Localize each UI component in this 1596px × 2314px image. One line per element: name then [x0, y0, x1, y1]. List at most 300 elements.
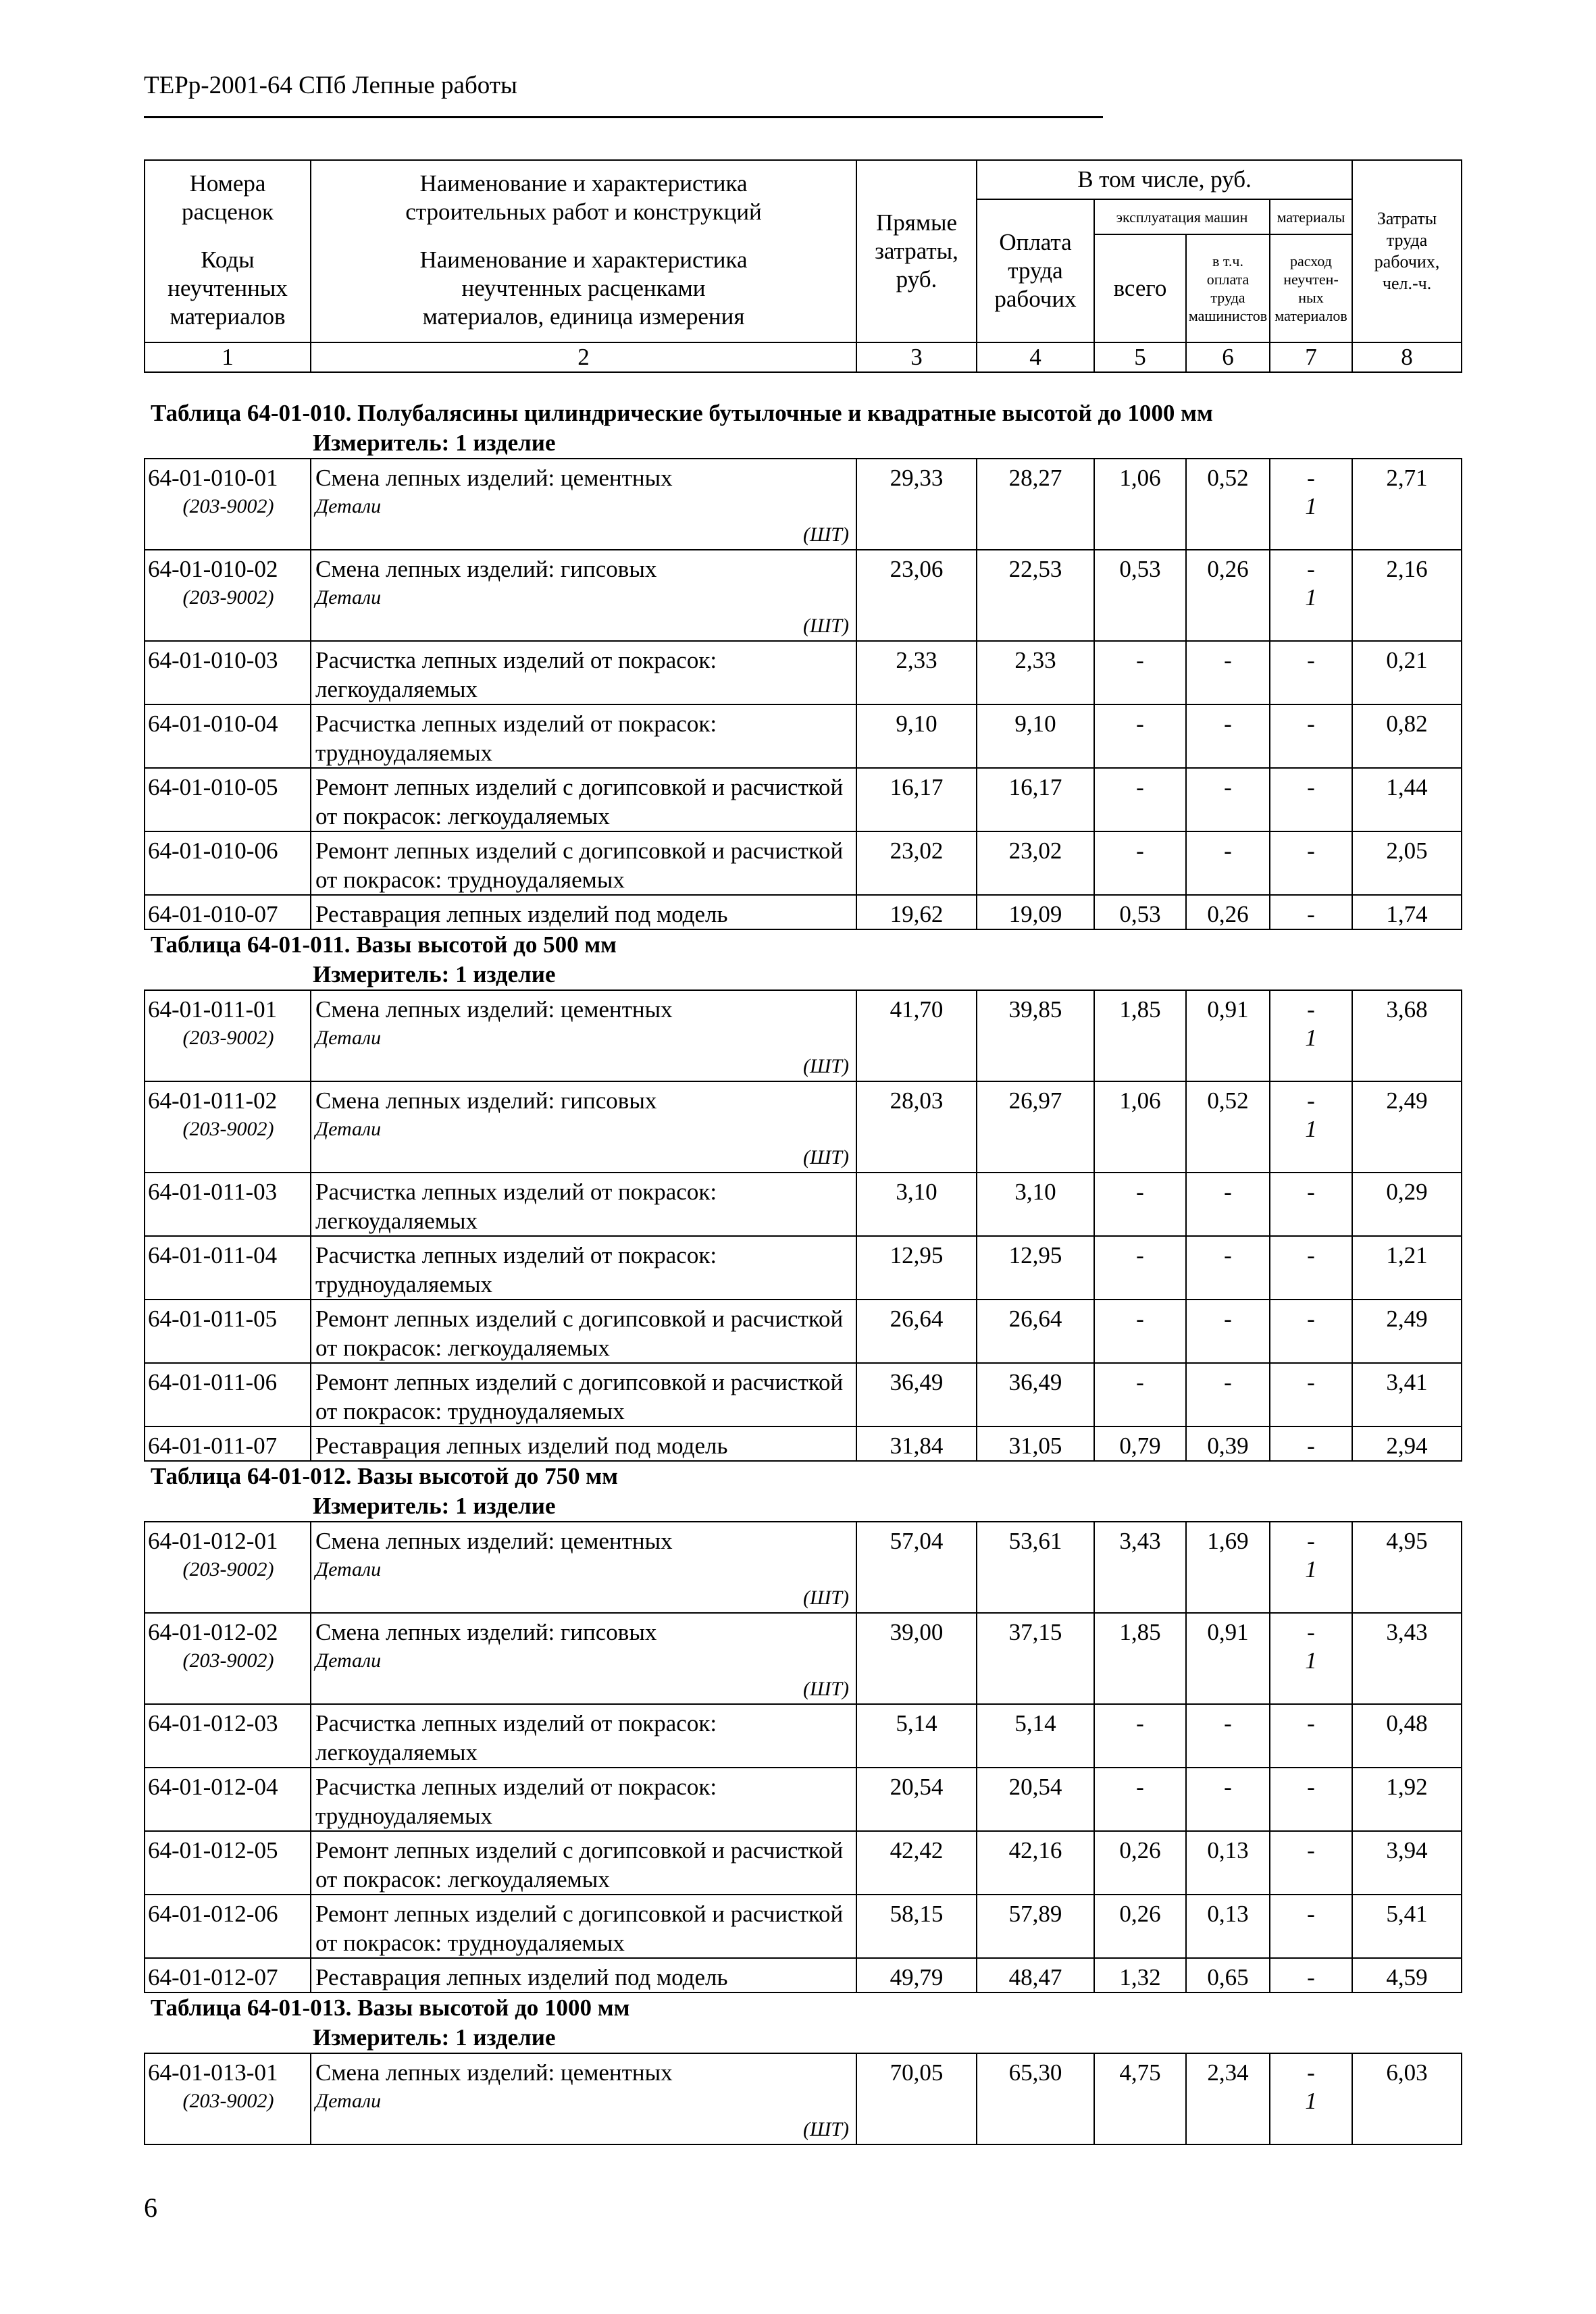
- labor-hours-cell: [1352, 1768, 1462, 1831]
- work-name-text: Ремонт лепных изделий с догипсовкой и расчисткой от покрасок: трудноудаляемых: [315, 1901, 844, 1956]
- labor-hours-cell: [1352, 1522, 1462, 1613]
- direct-cost-text: 49,79: [890, 1964, 944, 1990]
- section-unit: Измеритель: 1 изделие: [313, 1493, 556, 1519]
- machines-total-text: -: [1136, 838, 1144, 864]
- material-quantity: 1: [1305, 584, 1317, 611]
- rate-code-cell: [145, 1300, 311, 1363]
- materials-text: -: [1307, 465, 1315, 491]
- work-name-text: Смена лепных изделий: цементных: [315, 465, 673, 491]
- table-row: [145, 895, 1462, 929]
- machines-total-text: -: [1136, 1242, 1144, 1268]
- worker-pay-text: 3,10: [1014, 1179, 1056, 1205]
- document-title: ТЕРр-2001-64 СПб Лепные работы: [144, 72, 517, 99]
- materials-text: -: [1307, 1528, 1315, 1554]
- direct-cost-cell: [856, 895, 977, 929]
- work-name-text: Реставрация лепных изделий под модель: [315, 1964, 728, 1990]
- machines-total-text: 4,75: [1119, 2059, 1161, 2086]
- materials-cell: [1270, 895, 1352, 929]
- labor-hours-cell: [1352, 1173, 1462, 1236]
- machines-total-cell: [1094, 1704, 1186, 1768]
- header-rate-numbers: Номера расценок: [145, 160, 311, 234]
- section-title: Таблица 64-01-013. Вазы высотой до 1000 мм: [151, 1995, 630, 2021]
- materials-cell: [1270, 831, 1352, 895]
- material-name: Детали: [315, 495, 382, 517]
- materials-cell: [1270, 1958, 1352, 1992]
- header-work-name: Наименование и характеристика строительных работ и конструкций: [311, 160, 856, 234]
- machinist-pay-text: 0,13: [1207, 1901, 1249, 1927]
- direct-cost-cell: [856, 1768, 977, 1831]
- machines-total-cell: [1094, 2053, 1186, 2144]
- table-row: [145, 990, 1462, 1081]
- rate-code-text: 64-01-012-01: [148, 1528, 278, 1554]
- machinist-pay-text: -: [1224, 1369, 1232, 1395]
- labor-hours-cell: [1352, 550, 1462, 641]
- labor-hours-text: 2,71: [1386, 465, 1428, 491]
- material-name: Детали: [315, 1027, 382, 1049]
- section-title: Таблица 64-01-010. Полубалясины цилиндрические бутылочные и квадратные высотой до 1000 мм: [151, 400, 1213, 426]
- rate-table: [144, 989, 1462, 1462]
- table-row: [145, 1081, 1462, 1173]
- labor-hours-cell: [1352, 990, 1462, 1081]
- rate-code-text: 64-01-012-05: [148, 1837, 278, 1863]
- rate-table: [144, 2053, 1462, 2145]
- direct-cost-text: 16,17: [890, 774, 944, 800]
- section-unit: Измеритель: 1 изделие: [313, 430, 556, 456]
- materials-text: -: [1307, 1710, 1315, 1737]
- work-name-cell: [311, 1081, 856, 1173]
- work-name-cell: [311, 1768, 856, 1831]
- machines-total-text: 0,53: [1119, 901, 1161, 927]
- materials-text: -: [1307, 1901, 1315, 1927]
- header-col-num: 7: [1270, 342, 1352, 372]
- machinist-pay-text: 0,91: [1207, 996, 1249, 1023]
- machines-total-text: -: [1136, 1774, 1144, 1800]
- worker-pay-text: 36,49: [1008, 1369, 1062, 1395]
- work-name-text: Смена лепных изделий: цементных: [315, 996, 673, 1023]
- direct-cost-cell: [856, 1704, 977, 1768]
- material-code: (203-9002): [182, 1027, 274, 1049]
- worker-pay-text: 31,05: [1008, 1433, 1062, 1459]
- worker-pay-cell: [977, 1300, 1094, 1363]
- header-including: В том числе, руб.: [977, 160, 1352, 199]
- work-name-cell: [311, 2053, 856, 2144]
- machines-total-cell: [1094, 1300, 1186, 1363]
- materials-text: -: [1307, 1619, 1315, 1645]
- machinist-pay-text: 0,65: [1207, 1964, 1249, 1990]
- materials-cell: [1270, 990, 1352, 1081]
- table-row: [145, 704, 1462, 768]
- worker-pay-text: 53,61: [1008, 1528, 1062, 1554]
- work-name-text: Смена лепных изделий: гипсовых: [315, 1619, 657, 1645]
- direct-cost-cell: [856, 704, 977, 768]
- work-name-text: Расчистка лепных изделий от покрасок: трудноудаляемых: [315, 1242, 717, 1297]
- machinist-pay-text: 1,69: [1207, 1528, 1249, 1554]
- work-name-cell: [311, 1173, 856, 1236]
- machines-total-text: -: [1136, 1179, 1144, 1205]
- worker-pay-cell: [977, 1363, 1094, 1426]
- machines-total-cell: [1094, 831, 1186, 895]
- material-unit: (ШТ): [803, 615, 849, 637]
- direct-cost-cell: [856, 990, 977, 1081]
- work-name-text: Ремонт лепных изделий с догипсовкой и расчисткой от покрасок: легкоудаляемых: [315, 774, 844, 829]
- materials-text: -: [1307, 2059, 1315, 2086]
- rate-code-text: 64-01-010-06: [148, 838, 278, 864]
- material-name: Детали: [315, 1558, 382, 1580]
- materials-cell: [1270, 1363, 1352, 1426]
- table-row: [145, 2053, 1462, 2144]
- work-name-text: Ремонт лепных изделий с догипсовкой и расчисткой от покрасок: легкоудаляемых: [315, 1837, 844, 1893]
- materials-cell: [1270, 1522, 1352, 1613]
- work-name-cell: [311, 1522, 856, 1613]
- rate-code-cell: [145, 1768, 311, 1831]
- direct-cost-cell: [856, 1895, 977, 1958]
- direct-cost-text: 57,04: [890, 1528, 944, 1554]
- header-material-names: Наименование и характеристика неучтенных расценками материалов, единица измерения: [311, 234, 856, 342]
- header-col-num: 6: [1186, 342, 1270, 372]
- material-unit: (ШТ): [803, 1678, 849, 1700]
- direct-cost-cell: [856, 2053, 977, 2144]
- materials-text: -: [1307, 901, 1315, 927]
- work-name-text: Расчистка лепных изделий от покрасок: трудноудаляемых: [315, 1774, 717, 1829]
- work-name-cell: [311, 550, 856, 641]
- materials-text: -: [1307, 1087, 1315, 1114]
- worker-pay-cell: [977, 1426, 1094, 1461]
- labor-hours-text: 2,94: [1386, 1433, 1428, 1459]
- labor-hours-cell: [1352, 1300, 1462, 1363]
- materials-text: -: [1307, 1774, 1315, 1800]
- material-code: (203-9002): [182, 1118, 274, 1140]
- work-name-cell: [311, 1236, 856, 1300]
- direct-cost-cell: [856, 641, 977, 704]
- labor-hours-text: 2,49: [1386, 1306, 1428, 1332]
- labor-hours-cell: [1352, 1958, 1462, 1992]
- work-name-cell: [311, 1426, 856, 1461]
- worker-pay-cell: [977, 1831, 1094, 1895]
- machines-total-text: 1,06: [1119, 1087, 1161, 1114]
- work-name-text: Реставрация лепных изделий под модель: [315, 1433, 728, 1459]
- rate-code-cell: [145, 704, 311, 768]
- machinist-pay-text: -: [1224, 1242, 1232, 1268]
- direct-cost-text: 41,70: [890, 996, 944, 1023]
- direct-cost-text: 3,10: [896, 1179, 937, 1205]
- rate-code-text: 64-01-010-07: [148, 901, 278, 927]
- machinist-pay-cell: [1186, 768, 1270, 831]
- machines-total-cell: [1094, 768, 1186, 831]
- table-row: [145, 1300, 1462, 1363]
- material-code: (203-9002): [182, 1649, 274, 1672]
- work-name-cell: [311, 990, 856, 1081]
- machinist-pay-text: 0,13: [1207, 1837, 1249, 1863]
- labor-hours-cell: [1352, 831, 1462, 895]
- worker-pay-cell: [977, 1704, 1094, 1768]
- machines-total-cell: [1094, 1363, 1186, 1426]
- direct-cost-text: 5,14: [896, 1710, 937, 1737]
- rate-table: [144, 458, 1462, 930]
- labor-hours-text: 6,03: [1386, 2059, 1428, 2086]
- direct-cost-cell: [856, 1958, 977, 1992]
- machinist-pay-cell: [1186, 704, 1270, 768]
- table-row: [145, 831, 1462, 895]
- worker-pay-cell: [977, 895, 1094, 929]
- header-col-num: 1: [145, 342, 311, 372]
- direct-cost-cell: [856, 1081, 977, 1173]
- direct-cost-cell: [856, 1522, 977, 1613]
- worker-pay-cell: [977, 768, 1094, 831]
- machinist-pay-cell: [1186, 1704, 1270, 1768]
- rate-code-text: 64-01-011-07: [148, 1433, 278, 1459]
- rate-code-cell: [145, 1363, 311, 1426]
- worker-pay-cell: [977, 1236, 1094, 1300]
- machinist-pay-text: -: [1224, 774, 1232, 800]
- rate-code-text: 64-01-010-02: [148, 556, 278, 582]
- header-unaccounted-materials: расход неучтен- ных материалов: [1270, 234, 1352, 342]
- rate-code-cell: [145, 1522, 311, 1613]
- labor-hours-text: 0,29: [1386, 1179, 1428, 1205]
- work-name-cell: [311, 1831, 856, 1895]
- machines-total-cell: [1094, 550, 1186, 641]
- worker-pay-text: 37,15: [1008, 1619, 1062, 1645]
- rate-code-cell: [145, 641, 311, 704]
- material-quantity: 1: [1305, 1025, 1317, 1051]
- direct-cost-text: 31,84: [890, 1433, 944, 1459]
- direct-cost-text: 36,49: [890, 1369, 944, 1395]
- work-name-cell: [311, 768, 856, 831]
- worker-pay-text: 28,27: [1008, 465, 1062, 491]
- labor-hours-text: 5,41: [1386, 1901, 1428, 1927]
- worker-pay-text: 12,95: [1008, 1242, 1062, 1268]
- machines-total-cell: [1094, 459, 1186, 550]
- work-name-cell: [311, 831, 856, 895]
- direct-cost-text: 23,02: [890, 838, 944, 864]
- material-unit: (ШТ): [803, 2118, 849, 2140]
- section-title: Таблица 64-01-012. Вазы высотой до 750 мм: [151, 1463, 618, 1489]
- materials-text: -: [1307, 1964, 1315, 1990]
- labor-hours-cell: [1352, 768, 1462, 831]
- labor-hours-cell: [1352, 1704, 1462, 1768]
- machinist-pay-cell: [1186, 1426, 1270, 1461]
- work-name-cell: [311, 1363, 856, 1426]
- machines-total-cell: [1094, 1173, 1186, 1236]
- machines-total-text: 1,06: [1119, 465, 1161, 491]
- material-name: Детали: [315, 586, 382, 609]
- machinist-pay-text: 0,52: [1207, 465, 1249, 491]
- direct-cost-cell: [856, 831, 977, 895]
- materials-cell: [1270, 1426, 1352, 1461]
- machines-total-text: -: [1136, 1306, 1144, 1332]
- labor-hours-cell: [1352, 1895, 1462, 1958]
- machinist-pay-text: -: [1224, 1774, 1232, 1800]
- rate-code-cell: [145, 1426, 311, 1461]
- direct-cost-text: 26,64: [890, 1306, 944, 1332]
- labor-hours-text: 2,05: [1386, 838, 1428, 864]
- table-row: [145, 1426, 1462, 1461]
- page-number: 6: [144, 2192, 157, 2223]
- rate-code-cell: [145, 1831, 311, 1895]
- machines-total-text: -: [1136, 774, 1144, 800]
- machines-total-text: 1,85: [1119, 996, 1161, 1023]
- direct-cost-cell: [856, 1300, 977, 1363]
- machinist-pay-cell: [1186, 1768, 1270, 1831]
- machines-total-cell: [1094, 1958, 1186, 1992]
- machines-total-cell: [1094, 1522, 1186, 1613]
- rate-code-text: 64-01-012-04: [148, 1774, 278, 1800]
- table-row: [145, 1895, 1462, 1958]
- direct-cost-text: 58,15: [890, 1901, 944, 1927]
- materials-cell: [1270, 1704, 1352, 1768]
- machinist-pay-text: -: [1224, 1179, 1232, 1205]
- worker-pay-cell: [977, 704, 1094, 768]
- materials-text: -: [1307, 1433, 1315, 1459]
- machines-total-cell: [1094, 1895, 1186, 1958]
- materials-cell: [1270, 1768, 1352, 1831]
- machinist-pay-cell: [1186, 1236, 1270, 1300]
- work-name-cell: [311, 641, 856, 704]
- labor-hours-text: 4,59: [1386, 1964, 1428, 1990]
- rate-code-text: 64-01-012-02: [148, 1619, 278, 1645]
- material-unit: (ШТ): [803, 1055, 849, 1077]
- work-name-text: Смена лепных изделий: гипсовых: [315, 1087, 657, 1114]
- machinist-pay-cell: [1186, 1300, 1270, 1363]
- direct-cost-cell: [856, 1363, 977, 1426]
- work-name-cell: [311, 1613, 856, 1704]
- work-name-cell: [311, 1300, 856, 1363]
- machines-total-text: 3,43: [1119, 1528, 1161, 1554]
- material-quantity: 1: [1305, 2088, 1317, 2114]
- material-unit: (ШТ): [803, 1587, 849, 1609]
- table-row: [145, 1522, 1462, 1613]
- machinist-pay-cell: [1186, 831, 1270, 895]
- header-col-num: 3: [856, 342, 977, 372]
- direct-cost-cell: [856, 1426, 977, 1461]
- header-col-num: 2: [311, 342, 856, 372]
- section-unit: Измеритель: 1 изделие: [313, 2024, 556, 2051]
- direct-cost-text: 70,05: [890, 2059, 944, 2086]
- worker-pay-text: 26,64: [1008, 1306, 1062, 1332]
- machines-total-text: -: [1136, 1369, 1144, 1395]
- labor-hours-cell: [1352, 1363, 1462, 1426]
- labor-hours-text: 1,92: [1386, 1774, 1428, 1800]
- materials-cell: [1270, 1895, 1352, 1958]
- work-name-cell: [311, 459, 856, 550]
- machinist-pay-cell: [1186, 1958, 1270, 1992]
- materials-cell: [1270, 1173, 1352, 1236]
- rate-code-text: 64-01-013-01: [148, 2059, 278, 2086]
- labor-hours-cell: [1352, 1613, 1462, 1704]
- material-code: (203-9002): [182, 586, 274, 609]
- header-machines-total: всего: [1094, 234, 1186, 342]
- rate-code-cell: [145, 1236, 311, 1300]
- labor-hours-cell: [1352, 704, 1462, 768]
- rate-code-text: 64-01-010-01: [148, 465, 278, 491]
- machinist-pay-text: -: [1224, 838, 1232, 864]
- header-worker-pay: Оплата труда рабочих: [977, 199, 1094, 342]
- machines-total-cell: [1094, 1768, 1186, 1831]
- machinist-pay-text: 0,26: [1207, 901, 1249, 927]
- worker-pay-cell: [977, 1081, 1094, 1173]
- rate-code-cell: [145, 550, 311, 641]
- materials-cell: [1270, 1236, 1352, 1300]
- rate-tables: [144, 398, 1461, 2145]
- title-underline: [144, 116, 1103, 118]
- material-name: Детали: [315, 1649, 382, 1672]
- table-row: [145, 459, 1462, 550]
- labor-hours-cell: [1352, 1426, 1462, 1461]
- machinist-pay-text: 0,39: [1207, 1433, 1249, 1459]
- work-name-text: Расчистка лепных изделий от покрасок: легкоудаляемых: [315, 1710, 717, 1766]
- table-row: [145, 1768, 1462, 1831]
- direct-cost-cell: [856, 550, 977, 641]
- machines-total-text: -: [1136, 647, 1144, 673]
- materials-cell: [1270, 1831, 1352, 1895]
- machines-total-text: 0,53: [1119, 556, 1161, 582]
- rate-code-text: 64-01-011-04: [148, 1242, 278, 1268]
- machinist-pay-cell: [1186, 641, 1270, 704]
- rate-code-cell: [145, 895, 311, 929]
- machines-total-cell: [1094, 895, 1186, 929]
- labor-hours-cell: [1352, 459, 1462, 550]
- labor-hours-text: 1,44: [1386, 774, 1428, 800]
- material-code: (203-9002): [182, 495, 274, 517]
- header-materials: материалы: [1270, 199, 1352, 234]
- materials-cell: [1270, 459, 1352, 550]
- table-row: [145, 1363, 1462, 1426]
- materials-text: -: [1307, 1242, 1315, 1268]
- header-col-num: 8: [1352, 342, 1462, 372]
- material-code: (203-9002): [182, 1558, 274, 1580]
- table-row: [145, 1236, 1462, 1300]
- rate-code-cell: [145, 1081, 311, 1173]
- worker-pay-text: 5,14: [1014, 1710, 1056, 1737]
- worker-pay-cell: [977, 990, 1094, 1081]
- direct-cost-cell: [856, 1173, 977, 1236]
- machinist-pay-text: -: [1224, 1710, 1232, 1737]
- materials-cell: [1270, 1613, 1352, 1704]
- rate-code-text: 64-01-012-03: [148, 1710, 278, 1737]
- machinist-pay-text: 0,26: [1207, 556, 1249, 582]
- machines-total-cell: [1094, 1831, 1186, 1895]
- machinist-pay-cell: [1186, 1081, 1270, 1173]
- rate-code-cell: [145, 831, 311, 895]
- direct-cost-text: 23,06: [890, 556, 944, 582]
- rate-table: [144, 1521, 1462, 1993]
- worker-pay-cell: [977, 2053, 1094, 2144]
- labor-hours-cell: [1352, 1081, 1462, 1173]
- labor-hours-text: 2,16: [1386, 556, 1428, 582]
- machinist-pay-cell: [1186, 1363, 1270, 1426]
- rate-code-text: 64-01-011-02: [148, 1087, 278, 1114]
- direct-cost-text: 9,10: [896, 711, 937, 737]
- direct-cost-cell: [856, 1236, 977, 1300]
- materials-cell: [1270, 550, 1352, 641]
- worker-pay-text: 19,09: [1008, 901, 1062, 927]
- labor-hours-cell: [1352, 1831, 1462, 1895]
- labor-hours-text: 0,48: [1386, 1710, 1428, 1737]
- work-name-text: Смена лепных изделий: цементных: [315, 1528, 673, 1554]
- materials-text: -: [1307, 838, 1315, 864]
- machines-total-cell: [1094, 704, 1186, 768]
- machinist-pay-text: 2,34: [1207, 2059, 1249, 2086]
- table-row: [145, 641, 1462, 704]
- rate-code-text: 64-01-011-03: [148, 1179, 278, 1205]
- machinist-pay-text: -: [1224, 1306, 1232, 1332]
- labor-hours-text: 2,49: [1386, 1087, 1428, 1114]
- materials-text: -: [1307, 1369, 1315, 1395]
- materials-cell: [1270, 704, 1352, 768]
- material-unit: (ШТ): [803, 523, 849, 546]
- table-row: [145, 1704, 1462, 1768]
- rate-code-cell: [145, 1613, 311, 1704]
- rate-code-cell: [145, 768, 311, 831]
